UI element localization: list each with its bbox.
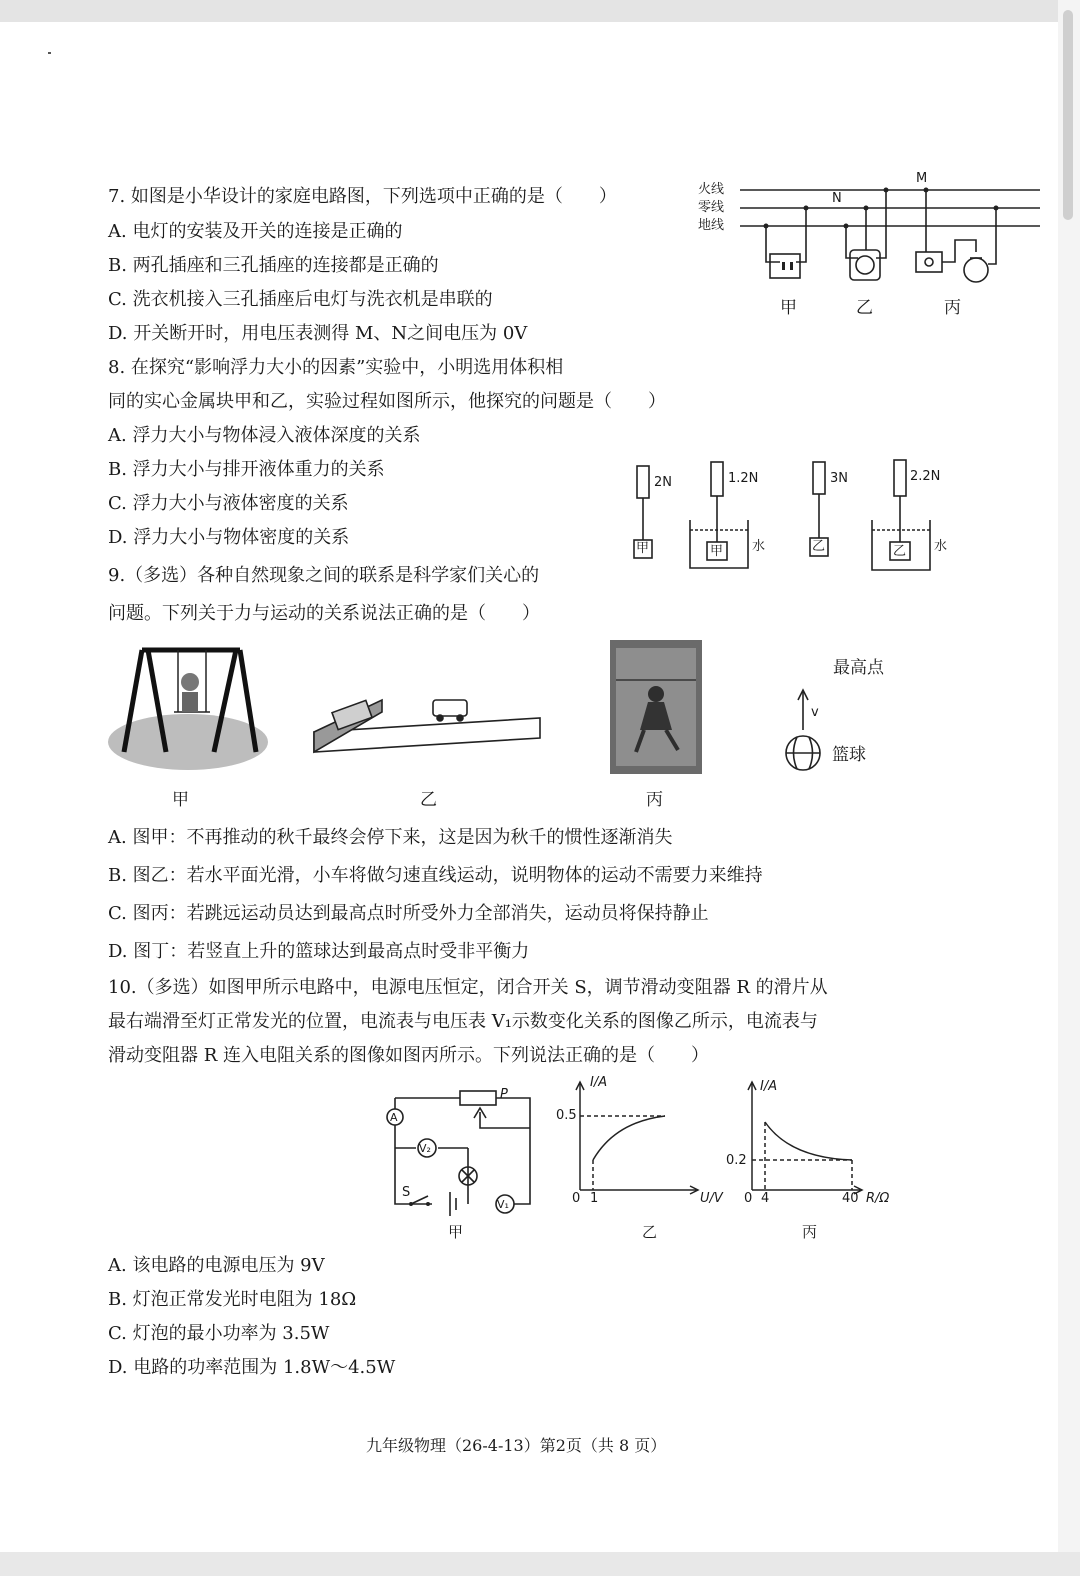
q10-stem-line1: 10.（多选）如图甲所示电路中，电源电压恒定，闭合开关 S，调节滑动变阻器 R 的滑片从	[108, 977, 828, 998]
q8-block-a-1: 甲	[636, 541, 650, 556]
q10-option-b: B. 灯泡正常发光时电阻为 18Ω	[108, 1289, 357, 1310]
q10-circuit-label: 甲	[448, 1223, 464, 1241]
q9-option-b: B. 图乙：若水平面光滑，小车将做匀速直线运动，说明物体的运动不需要力来维持	[108, 865, 763, 886]
q10-graph-b-x-axis: U/V	[700, 1191, 723, 1206]
q7-option-b: B. 两孔插座和三孔插座的连接都是正确的	[108, 255, 439, 276]
q10-graph-b-x-tick: 1	[590, 1191, 599, 1206]
q7-live-wire-label: 火线	[698, 182, 725, 197]
q8-reading-4: 2.2N	[910, 469, 941, 484]
q9-stem-line2: 问题。下列关于力与运动的关系说法正确的是（ ）	[108, 603, 540, 624]
q8-stem-line2: 同的实心金属块甲和乙，实验过程如图所示，他探究的问题是（ ）	[108, 391, 666, 412]
swing-picture	[108, 650, 268, 770]
q7-point-m: M	[916, 171, 928, 186]
q8-option-d: D. 浮力大小与物体密度的关系	[108, 527, 350, 548]
q10-graph-c-y-axis: I/A	[760, 1079, 778, 1094]
q9-highest-point: 最高点	[833, 658, 884, 678]
q8-stem-line1: 8. 在探究“影响浮力大小的因素”实验中，小明选用体积相	[108, 357, 564, 378]
q9-label-a: 甲	[172, 790, 189, 810]
q10-ammeter: A	[390, 1111, 398, 1124]
q8-option-c: C. 浮力大小与液体密度的关系	[108, 493, 349, 514]
q9-stem-line1: 9.（多选）各种自然现象之间的联系是科学家们关心的	[108, 565, 540, 586]
q9-label-b: 乙	[420, 790, 437, 810]
q9-option-d: D. 图丁：若竖直上升的篮球达到最高点时受非平衡力	[108, 941, 530, 962]
q9-velocity: v	[811, 705, 819, 720]
q7-neutral-wire-label: 零线	[698, 200, 725, 215]
q8-reading-3: 3N	[830, 471, 848, 486]
q7-label-c: 丙	[944, 298, 961, 318]
top-edge-bar	[0, 0, 1080, 22]
q10-graph-c-x-tick-1: 4	[761, 1191, 770, 1206]
q8-block-a-2: 甲	[710, 544, 724, 559]
q10-graph-b-origin: 0	[572, 1191, 581, 1206]
q10-graph-c	[0, 0, 1, 1]
q10-graph-c-x-axis: R/Ω	[866, 1191, 890, 1206]
q10-slider: P	[500, 1087, 508, 1102]
scrollbar-track[interactable]	[1058, 0, 1080, 1552]
q7-option-a: A. 电灯的安装及开关的连接是正确的	[108, 221, 403, 242]
q8-block-b-2: 乙	[893, 544, 907, 559]
q8-reading-2: 1.2N	[728, 471, 759, 486]
q8-option-b: B. 浮力大小与排开液体重力的关系	[108, 459, 385, 480]
q7-point-n: N	[832, 191, 842, 206]
q8-water-1: 水	[752, 539, 766, 554]
q10-option-a: A. 该电路的电源电压为 9V	[108, 1255, 325, 1276]
q9-label-c: 丙	[646, 790, 663, 810]
q8-option-a: A. 浮力大小与物体浸入液体深度的关系	[108, 425, 421, 446]
q10-graph-c-y-tick: 0.2	[726, 1153, 747, 1168]
q10-graph-c-x-tick-2: 40	[842, 1191, 859, 1206]
q7-label-b: 乙	[856, 298, 873, 318]
q10-graph-c-origin: 0	[744, 1191, 753, 1206]
q7-stem: 7. 如图是小华设计的家庭电路图，下列选项中正确的是（ ）	[108, 186, 617, 207]
bottom-edge-bar	[0, 1552, 1080, 1576]
q10-graph-c-label: 丙	[802, 1223, 818, 1241]
q10-graph-b-y-tick: 0.5	[556, 1108, 577, 1123]
q10-stem-line3: 滑动变阻器 R 连入电阻关系的图像如图丙所示。下列说法正确的是（ ）	[108, 1045, 709, 1066]
incline-cart-picture	[314, 700, 540, 752]
q10-option-d: D. 电路的功率范围为 1.8W～4.5W	[108, 1357, 396, 1378]
q7-label-a: 甲	[780, 298, 797, 318]
q8-reading-1: 2N	[654, 475, 672, 490]
q9-option-a: A. 图甲：不再推动的秋千最终会停下来，这是因为秋千的惯性逐渐消失	[108, 827, 673, 848]
q8-water-2: 水	[934, 539, 948, 554]
q7-ground-wire-label: 地线	[698, 218, 725, 233]
q10-switch: S	[402, 1185, 411, 1200]
q10-voltmeter-1: V₁	[497, 1198, 509, 1211]
scrollbar-thumb[interactable]	[1063, 10, 1073, 220]
q9-basketball: 篮球	[832, 745, 866, 765]
q10-stem-line2: 最右端滑至灯正常发光的位置，电流表与电压表 V₁示数变化关系的图像乙所示，电流表与	[108, 1011, 818, 1032]
scan-speck	[48, 52, 51, 54]
q10-option-c: C. 灯泡的最小功率为 3.5W	[108, 1323, 330, 1344]
page-footer: 九年级物理（26-4-13）第2页（共 8 页）	[366, 1436, 667, 1455]
q9-option-c: C. 图丙：若跳远运动员达到最高点时所受外力全部消失，运动员将保持静止	[108, 903, 709, 924]
q10-graph-b-y-axis: I/A	[590, 1075, 608, 1090]
q8-block-b-1: 乙	[812, 539, 826, 554]
q10-voltmeter-2: V₂	[419, 1142, 431, 1155]
long-jump-picture	[610, 640, 702, 774]
q7-option-d: D. 开关断开时，用电压表测得 M、N之间电压为 0V	[108, 323, 528, 344]
q10-graph-b-label: 乙	[642, 1223, 658, 1241]
q7-option-c: C. 洗衣机接入三孔插座后电灯与洗衣机是串联的	[108, 289, 493, 310]
basketball-picture	[786, 690, 820, 770]
